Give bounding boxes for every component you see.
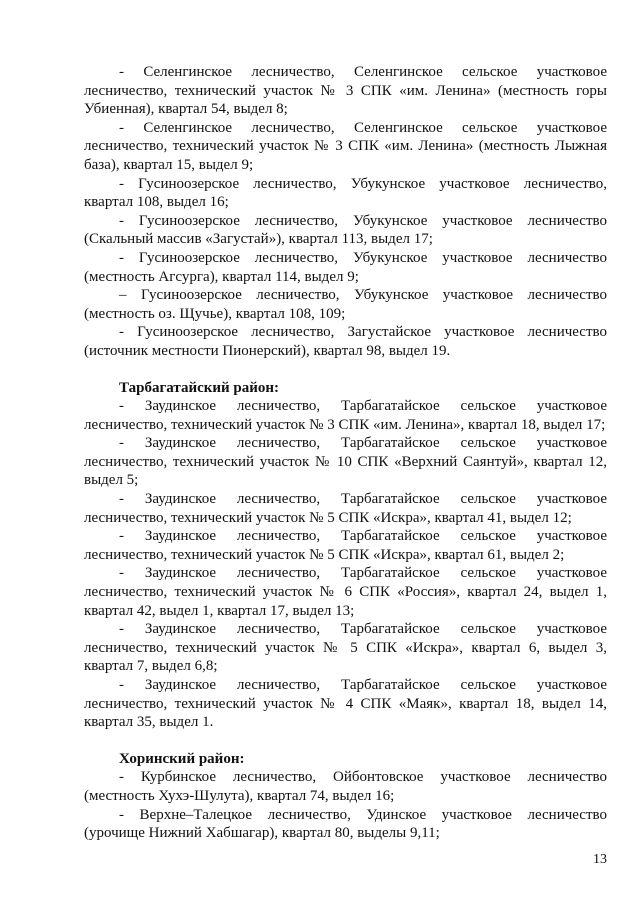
- list-item: - Заудинское лесничество, Тарбагатайское сельское участковое лесничество, технический участок № 4 СПК «Маяк», квартал 18, выдел 14, квартал 35, выдел 1.: [84, 677, 607, 731]
- document-body: [84, 63, 607, 843]
- list-item: - Заудинское лесничество, Тарбагатайское сельское участковое лесничество, технический участок № 5 СПК «Искра», квартал 6, выдел 3, квартал 7, выдел 6,8;: [84, 621, 607, 675]
- list-item: - Верхне–Талецкое лесничество, Удинское участковое лесничество (урочище Нижний Хабшагар), квартал 80, выделы 9,11;: [84, 806, 607, 842]
- list-item: - Заудинское лесничество, Тарбагатайское сельское участковое лесничество, технический участок № 5 СПК «Искра», квартал 61, выдел 2;: [84, 528, 607, 563]
- section-heading: Хоринский район:: [119, 750, 245, 767]
- list-item: - Селенгинское лесничество, Селенгинское сельское участковое лесничество, технический участок № 3 СПК «им. Ленина» (местность горы Убиенная), квартал 54, выдел 8;: [84, 64, 607, 118]
- list-item: - Заудинское лесничество, Тарбагатайское сельское участковое лесничество, технический участок № 5 СПК «Искра», квартал 41, выдел 12;: [84, 491, 607, 526]
- list-item: - Заудинское лесничество, Тарбагатайское сельское участковое лесничество, технический участок № 3 СПК «им. Ленина», квартал 18, выдел 17;: [84, 398, 607, 433]
- list-item: - Гусиноозерское лесничество, Убукунское участковое лесничество (Скальный массив «Загустай»), квартал 113, выдел 17;: [84, 212, 607, 248]
- section-selenginsky: [84, 63, 607, 361]
- list-item: - Гусиноозерское лесничество, Убукунское участковое лесничество, квартал 108, выдел 16;: [84, 175, 607, 211]
- list-item: - Курбинское лесничество, Ойбонтовское участковое лесничество (местность Хухэ-Шулута), квартал 74, выдел 16;: [84, 769, 607, 804]
- section-khorinsky: [84, 750, 607, 843]
- section-tarbagataisky: [84, 379, 607, 732]
- list-item: – Гусиноозерское лесничество, Убукунское участковое лесничество (местность оз. Щучье), квартал 108, 109;: [84, 287, 607, 322]
- page-number: 13: [593, 852, 607, 867]
- list-item: - Гусиноозерское лесничество, Убукунское участковое лесничество (местность Агсурга), квартал 114, выдел 9;: [84, 249, 607, 285]
- section-spacer: [84, 732, 607, 750]
- section-heading: Тарбагатайский район:: [119, 379, 280, 396]
- list-item: - Селенгинское лесничество, Селенгинское сельское участковое лесничество, технический участок № 3 СПК «им. Ленина» (местность Лыжная база), квартал 15, выдел 9;: [84, 119, 607, 173]
- list-item: - Заудинское лесничество, Тарбагатайское сельское участковое лесничество, технический участок № 6 СПК «Россия», квартал 24, выдел 1, квартал 42, выдел 1, квартал 17, выдел 13;: [84, 565, 607, 619]
- list-item: - Заудинское лесничество, Тарбагатайское сельское участковое лесничество, технический участок № 10 СПК «Верхний Саянтуй», квартал 12, выдел 5;: [84, 435, 607, 489]
- section-spacer: [84, 361, 607, 379]
- list-item: - Гусиноозерское лесничество, Загустайское участковое лесничество (источник местности Пионерский), квартал 98, выдел 19.: [84, 324, 607, 359]
